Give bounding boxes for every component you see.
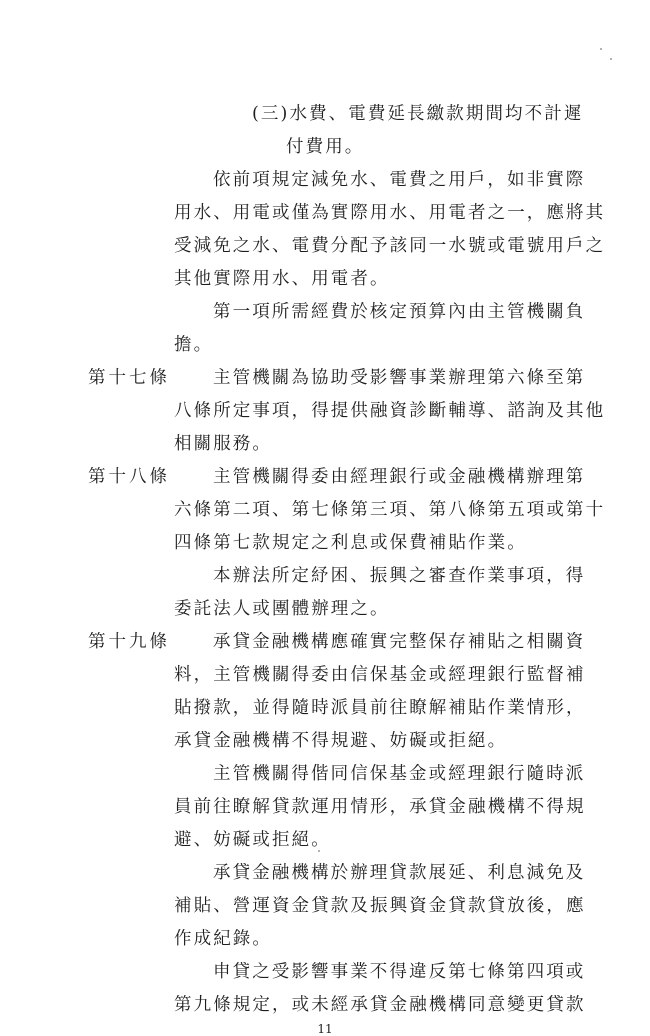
- text-line: 依前項規定減免水、電費之用戶，如非實際: [213, 170, 586, 190]
- text-line: 本辦法所定紓困、振興之審查作業事項，得: [213, 566, 586, 586]
- text-line: 承貸金融機構應確實完整保存補貼之相關資: [213, 632, 586, 652]
- text-line: 用水、用電或僅為實際用水、用電者之一，應將其: [174, 203, 606, 223]
- text-line: 避、妨礙或拒絕。: [174, 830, 331, 850]
- text-line: 其他實際用水、用電者。: [174, 269, 390, 289]
- article-heading: 第十八條: [88, 467, 170, 487]
- article-heading: 第十七條: [88, 368, 170, 388]
- text-line: 員前往瞭解貸款運用情形，承貸金融機構不得規: [174, 797, 586, 817]
- text-line: 八條所定事項，得提供融資診斷輔導、諮詢及其他: [174, 401, 606, 421]
- text-line: 六條第二項、第七條第三項、第八條第五項或第十: [174, 500, 606, 520]
- scan-speck: [610, 58, 612, 60]
- text-line: 相關服務。: [174, 434, 272, 454]
- text-line: 擔。: [174, 335, 214, 355]
- text-line: (三)水費、電費延長繳款期間均不計遲: [252, 104, 584, 124]
- text-line: 主管機關得委由經理銀行或金融機構辦理第: [213, 467, 586, 487]
- page-number: 11: [317, 1022, 333, 1036]
- text-line: 作成紀錄。: [174, 929, 272, 949]
- text-line: 主管機關為協助受影響事業辦理第六條至第: [213, 368, 586, 388]
- text-line: 承貸金融機構不得規避、妨礙或拒絕。: [174, 731, 508, 751]
- text-line: 委託法人或團體辦理之。: [174, 599, 390, 619]
- text-line: 主管機關得偕同信保基金或經理銀行隨時派: [213, 764, 586, 784]
- text-line: 第一項所需經費於核定預算內由主管機關負: [213, 302, 586, 322]
- text-line: 料，主管機關得委由信保基金或經理銀行監督補: [174, 665, 586, 685]
- text-line: 付費用。: [286, 137, 365, 157]
- text-line: 貼撥款，並得隨時派員前往瞭解補貼作業情形，: [174, 698, 586, 718]
- article-heading: 第十九條: [88, 632, 170, 652]
- text-line: 申貸之受影響事業不得違反第七條第四項或: [213, 962, 586, 982]
- text-line: 第九條規定，或未經承貸金融機構同意變更貸款: [174, 995, 586, 1015]
- scan-speck: [600, 48, 602, 50]
- text-line: 四條第七款規定之利息或保費補貼作業。: [174, 533, 527, 553]
- text-line: 承貸金融機構於辦理貸款展延、利息減免及: [213, 863, 586, 883]
- text-line: 受減免之水、電費分配予該同一水號或電號用戶之: [174, 236, 606, 256]
- text-line: 補貼、營運資金貸款及振興資金貸款貸放後，應: [174, 896, 586, 916]
